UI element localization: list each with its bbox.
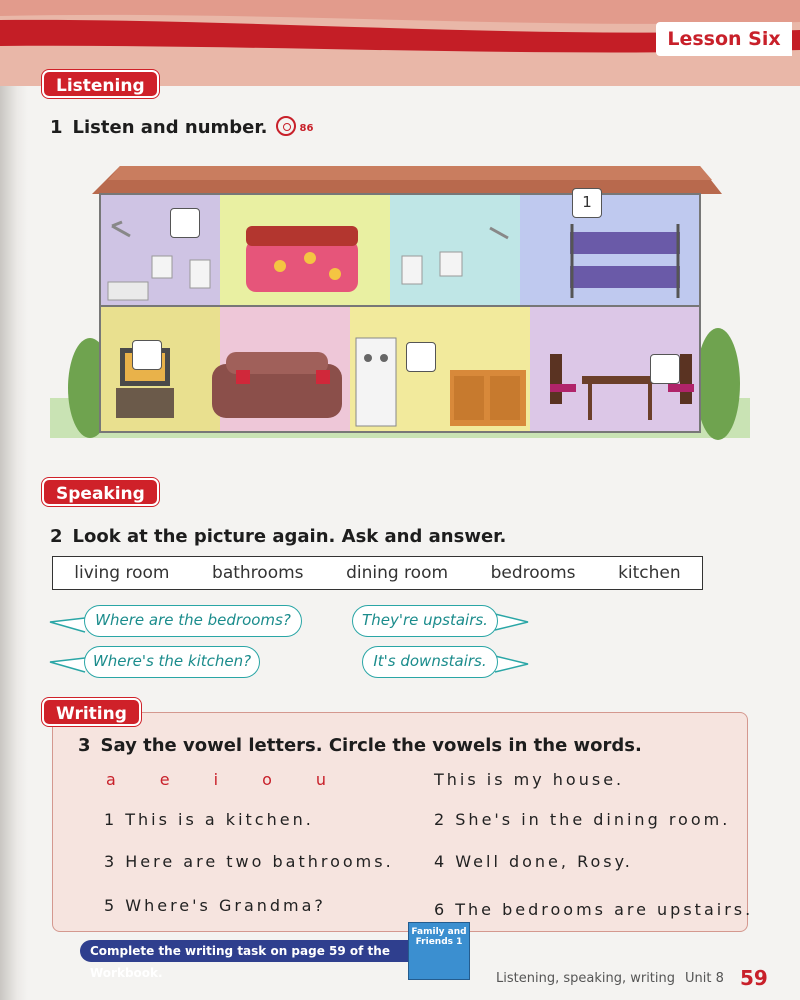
vowel-letter: a xyxy=(106,770,116,789)
answer-box-bedrooms[interactable]: 1 xyxy=(572,188,602,218)
sentence-5[interactable]: 5 Where's Grandma? xyxy=(104,896,326,915)
section-tab-writing: Writing xyxy=(42,698,141,726)
footer-unit: Unit 8 xyxy=(685,971,724,986)
workbook-cover-thumbnail xyxy=(408,922,470,980)
page-number: 59 xyxy=(740,966,768,990)
sentence-4[interactable]: 4 Well done, Rosy. xyxy=(434,852,633,871)
speech-bubble-question-1: Where are the bedrooms? xyxy=(84,605,302,637)
vowel-letter: i xyxy=(213,770,219,789)
answer-box-bathroom-upstairs[interactable] xyxy=(170,208,200,238)
answer-box-kitchen[interactable] xyxy=(406,342,436,372)
exercise-2-title: Look at the picture again. Ask and answer. xyxy=(72,526,507,547)
audio-cd-icon[interactable] xyxy=(276,116,296,136)
book-title: Family and Friends xyxy=(411,927,467,947)
word-bank-item: living room xyxy=(74,563,170,583)
sentence-1[interactable]: 1 This is a kitchen. xyxy=(104,810,314,829)
book-spine-shadow xyxy=(0,0,28,1000)
sentence-2[interactable]: 2 She's in the dining room. xyxy=(434,810,731,829)
word-bank-item: bathrooms xyxy=(212,563,304,583)
vowel-letter: u xyxy=(315,770,326,789)
section-tab-speaking: Speaking xyxy=(42,478,159,506)
answer-box-dining-room[interactable] xyxy=(650,354,680,384)
vowel-letter: o xyxy=(262,770,272,789)
exercise-2-number: 2 xyxy=(50,526,63,547)
exercise-3-number: 3 xyxy=(78,735,91,756)
exercise-3-heading xyxy=(78,735,642,756)
example-sentence: This is my house. xyxy=(434,770,625,789)
speech-bubble-answer-1: They're upstairs. xyxy=(352,605,498,637)
speech-bubble-answer-2: It's downstairs. xyxy=(362,646,498,678)
answer-box-living-room[interactable] xyxy=(132,340,162,370)
sentence-6[interactable]: 6 The bedrooms are upstairs. xyxy=(434,900,754,919)
audio-track-number: 86 xyxy=(299,123,314,134)
workbook-reference: Complete the writing task on page 59 of the Workbook. xyxy=(80,940,420,962)
exercise-3-title: Say the vowel letters. Circle the vowels in the words. xyxy=(100,735,642,756)
exercise-1-heading xyxy=(50,116,313,138)
footer-skills: Listening, speaking, writing xyxy=(496,971,676,986)
word-bank-item: dining room xyxy=(346,563,449,583)
speech-bubble-question-2: Where's the kitchen? xyxy=(84,646,260,678)
exercise-1-title: Listen and number. xyxy=(72,117,268,138)
book-level: 1 xyxy=(456,937,463,947)
lesson-title: Lesson Six xyxy=(656,22,792,56)
house-drawing xyxy=(50,148,750,448)
exercise-1-number: 1 xyxy=(50,117,63,138)
word-bank xyxy=(52,556,703,590)
house-illustration xyxy=(50,148,750,448)
sentence-3[interactable]: 3 Here are two bathrooms. xyxy=(104,852,394,871)
exercise-2-heading xyxy=(50,526,506,547)
word-bank-item: kitchen xyxy=(618,563,681,583)
word-bank-item: bedrooms xyxy=(490,563,576,583)
section-tab-listening: Listening xyxy=(42,70,159,98)
vowel-letter: e xyxy=(159,770,170,789)
vowel-letters xyxy=(106,770,326,789)
